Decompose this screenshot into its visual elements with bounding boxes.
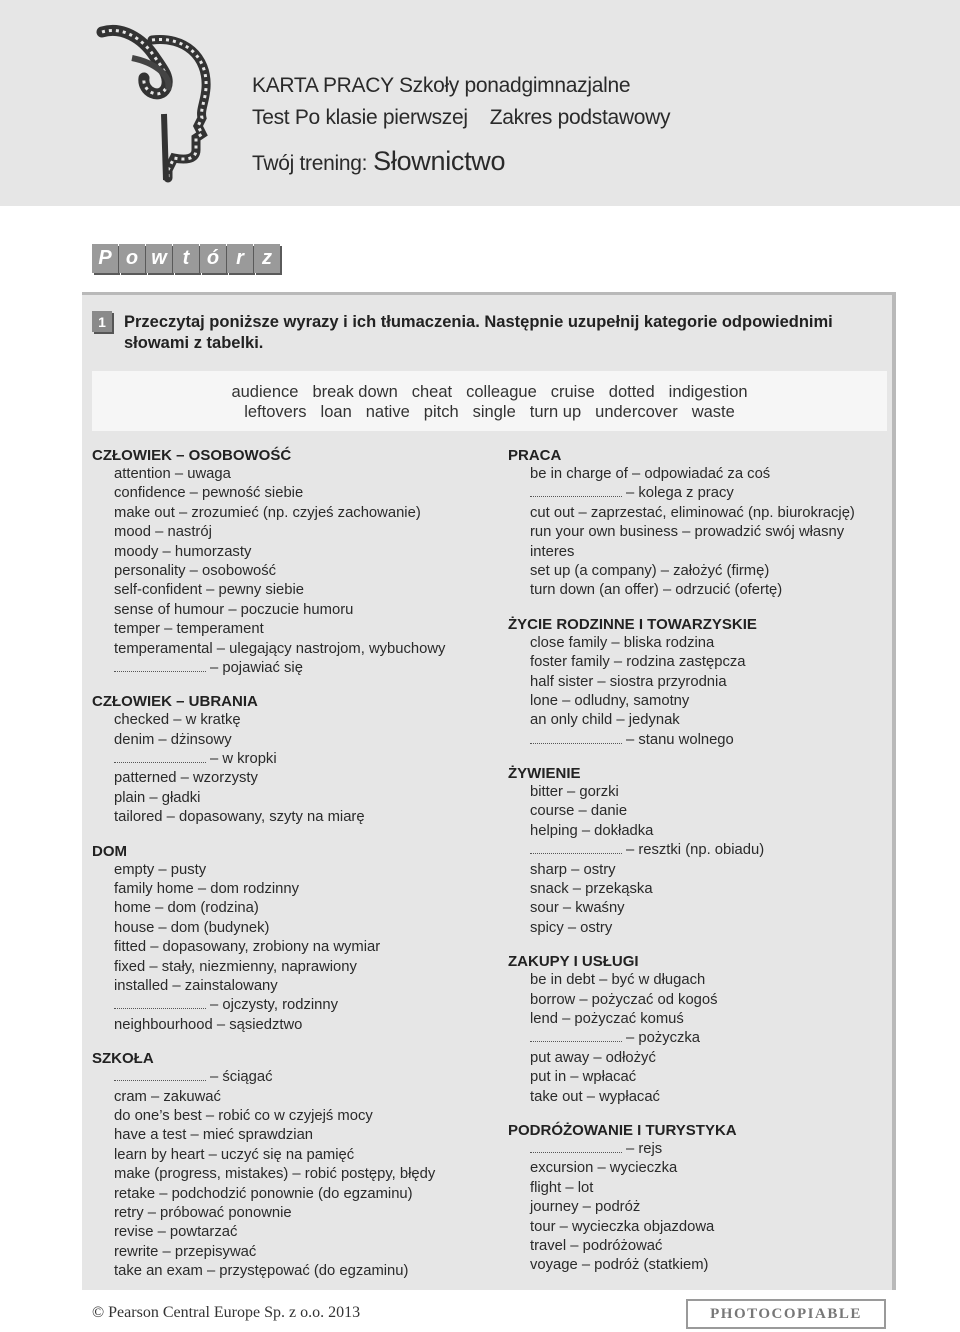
training-title [252,146,505,177]
entry-text: checked – w kratkę [114,712,241,729]
entry-text: – rejs [626,1140,663,1157]
entry-text: be in charge of – odpowiadać za coś [530,466,771,482]
vocabulary-entry [508,731,888,750]
vocabulary-entry [508,1198,888,1217]
vocabulary-entry [92,562,492,581]
entry-text: plain – gładki [114,789,201,806]
vocabulary-entry [92,484,492,503]
test-label: Test Po klasie pierwszej [252,106,468,129]
word-bank-item: undercover [595,403,678,421]
word-bank-row [92,383,887,402]
page-header [0,0,960,206]
vocabulary-category [92,446,492,678]
entry-text: have a test – mieć sprawdzian [114,1127,314,1144]
answer-blank[interactable] [530,1141,622,1153]
vocabulary-entry [508,692,888,711]
category-title: SZKOŁA [92,1050,154,1068]
entry-text: – kolega z pracy [626,485,734,502]
entry-text: empty – pusty [114,861,207,878]
banner-letter: P [92,244,118,273]
training-label: Twój trening: [252,152,368,175]
vocabulary-entry [508,711,888,730]
word-bank-item: single [472,403,516,421]
entry-text: – w kropki [210,751,277,768]
entry-text: fixed – stały, niezmienny, naprawiony [114,958,357,975]
vocabulary-category [92,692,492,827]
entry-text: – stanu wolnego [626,731,734,748]
vocabulary-category [508,615,888,750]
exercise-number: 1 [92,311,112,332]
vocabulary-entry [508,581,888,600]
entry-text: confidence – pewność siebie [114,485,304,502]
entry-text: interes [530,543,575,560]
vocabulary-category [508,952,888,1107]
vocabulary-entry [508,1010,888,1029]
entry-text: sense of humour – poczucie humoru [114,601,354,618]
entry-text: installed – zainstalowany [114,977,278,994]
entry-text: lend – pożyczać komuś [530,1010,684,1027]
entry-text: denim – dżinsowy [114,731,232,748]
entry-text: learn by heart – uczyć się na pamięć [114,1146,355,1163]
vocabulary-entry [92,504,492,523]
vocabulary-entry [92,1146,492,1165]
entry-text: take out – wypłacać [530,1088,660,1105]
entry-text: an only child – jedynak [530,712,680,729]
vocabulary-entry [92,789,492,808]
entry-text: half sister – siostra przyrodnia [530,673,727,690]
vocabulary-entry [508,562,888,581]
entry-text: sour – kwaśny [530,900,625,917]
banner-letter: r [227,244,253,273]
vocabulary-entry [92,1068,492,1087]
banner-letter: ó [200,244,226,273]
entry-text: voyage – podróż (statkiem) [530,1257,709,1274]
category-title: PODRÓŻOWANIE I TURYSTYKA [508,1121,737,1139]
vocabulary-entry [508,783,888,802]
answer-blank[interactable] [114,1069,206,1081]
vocabulary-entry [508,971,888,990]
entry-text: snack – przekąska [530,881,653,898]
word-bank-item: indigestion [668,383,748,401]
vocabulary-category [508,446,888,601]
training-topic: Słownictwo [373,146,506,176]
vocabulary-entry [92,1223,492,1242]
entry-text: foster family – rodzina zastępcza [530,654,746,671]
vocabulary-entry [508,673,888,692]
vocabulary-entry [508,1140,888,1159]
word-bank-item: colleague [466,383,537,401]
word-bank-item: break down [312,383,398,401]
entry-text: – ściągać [210,1069,273,1086]
section-banner-powtorz [92,244,281,273]
entry-text: – ojczysty, rodzinny [210,997,339,1014]
word-bank-item: cruise [550,383,595,401]
category-title: PRACA [508,447,562,464]
vocabulary-entry [508,1237,888,1256]
banner-letter: w [146,244,172,273]
vocabulary-entry [508,465,888,484]
entry-text: lone – odludny, samotny [530,692,690,709]
vocabulary-entry [92,1204,492,1223]
entry-text: personality – osobowość [114,562,277,579]
entry-text: put away – odłożyć [530,1049,656,1066]
entry-text: – pożyczka [626,1030,701,1047]
answer-blank[interactable] [114,751,206,763]
vocabulary-entry [508,543,888,562]
entry-text: retake – podchodzić ponownie (do egzaminu) [114,1185,413,1202]
vocabulary-entry [92,581,492,600]
vocabulary-entry [508,1029,888,1048]
entry-text: travel – podróżować [530,1237,663,1254]
vocabulary-entry [92,977,492,996]
vocabulary-entry [508,802,888,821]
entry-text: put in – wpłacać [530,1069,637,1086]
word-bank-row [92,403,887,422]
worksheet-title: KARTA PRACY Szkoły ponadgimnazjalne [252,74,631,97]
entry-text: excursion – wycieczka [530,1160,678,1177]
entry-text: retry – próbować ponownie [114,1204,292,1221]
answer-blank[interactable] [530,842,622,854]
vocabulary-entry [92,808,492,827]
vocabulary-entry [92,750,492,769]
vocabulary-entry [508,484,888,503]
entry-text: – resztki (np. obiadu) [626,842,765,859]
entry-text: patterned – wzorzysty [114,770,258,787]
entry-text: do one’s best – robić co w czyjejś mocy [114,1107,373,1124]
word-bank-item: waste [691,403,735,421]
category-title: CZŁOWIEK – OSOBOWOŚĆ [92,447,292,464]
entry-text: bitter – gorzki [530,784,619,801]
vocabulary-category [508,764,888,938]
vocabulary-entry [508,899,888,918]
vocabulary-entry [92,919,492,938]
vocabulary-entry [508,841,888,860]
vocabulary-entry [92,640,492,659]
vocabulary-entry [508,861,888,880]
entry-text: helping – dokładka [530,822,654,839]
vocabulary-entry [508,1159,888,1178]
vocabulary-entry [92,1088,492,1107]
vocabulary-entry [508,634,888,653]
vocabulary-entry [92,465,492,484]
category-title: ŻYCIE RODZINNE I TOWARZYSKIE [508,615,757,633]
vocabulary-entry [508,1068,888,1087]
vocabulary-category [92,842,492,1036]
vocabulary-entry [92,601,492,620]
vocabulary-entry [92,996,492,1015]
vocabulary-entry [508,504,888,523]
entry-text: cram – zakuwać [114,1088,221,1105]
vocabulary-entry [92,880,492,899]
scope-label: Zakres podstawowy [489,106,671,129]
entry-text: journey – podróż [530,1199,641,1216]
word-bank-item: dotted [608,383,655,401]
vocabulary-entry [92,659,492,678]
left-vocabulary-column [92,446,492,1295]
vocabulary-entry [92,769,492,788]
vocabulary-entry [92,899,492,918]
word-bank-item: pitch [423,403,459,421]
vocabulary-entry [508,919,888,938]
entry-text: home – dom (rodzina) [114,900,259,917]
entry-text: fitted – dopasowany, zrobiony na wymiar [114,939,381,956]
right-vocabulary-column [508,446,888,1290]
entry-text: turn down (an offer) – odrzucić (ofertę) [530,582,783,599]
entry-text: moody – humorzasty [114,543,252,560]
entry-text: temper – temperament [114,621,264,638]
word-bank [92,371,887,431]
banner-letter: t [173,244,199,273]
copyright-notice: © Pearson Central Europe Sp. z o.o. 2013 [92,1304,361,1321]
entry-text: spicy – ostry [530,919,613,936]
vocabulary-entry [92,1185,492,1204]
entry-text: run your own business – prowadzić swój własny [530,524,845,541]
entry-text: attention – uwaga [114,466,231,482]
vocabulary-entry [508,822,888,841]
answer-blank[interactable] [114,660,206,672]
entry-text: rewrite – przepisywać [114,1243,257,1260]
word-bank-item: cheat [411,383,453,401]
vocabulary-entry [508,1179,888,1198]
vocabulary-entry [92,1262,492,1281]
vocabulary-entry [508,991,888,1010]
category-title: CZŁOWIEK – UBRANIA [92,693,258,711]
worksheet-subtitle [252,106,670,130]
answer-blank[interactable] [530,485,622,497]
category-title: ZAKUPY I USŁUGI [508,953,639,971]
vocabulary-entry [92,938,492,957]
word-bank-item: loan [320,403,352,421]
entry-text: be in debt – być w długach [530,972,706,989]
entry-text: close family – bliska rodzina [530,634,715,651]
entry-text: temperamental – ulegający nastrojom, wybuchowy [114,640,446,657]
vocabulary-entry [508,1049,888,1068]
vocabulary-entry [508,1088,888,1107]
vocabulary-entry [92,543,492,562]
entry-text: sharp – ostry [530,861,616,878]
banner-letter: o [119,244,145,273]
entry-text: house – dom (budynek) [114,919,270,936]
vocabulary-entry [92,1107,492,1126]
entry-text: make out – zrozumieć (np. czyjeś zachowanie) [114,504,421,521]
vocabulary-entry [92,731,492,750]
vocabulary-entry [92,1165,492,1184]
exercise-instruction: Przeczytaj poniższe wyrazy i ich tłumaczenia. Następnie uzupełnij kategorie odpowiednimi słowami z tabelki. [124,313,833,352]
answer-blank[interactable] [114,997,206,1009]
vocabulary-entry [92,861,492,880]
entry-text: tailored – dopasowany, szyty na miarę [114,809,365,826]
entry-text: set up (a company) – założyć (firmę) [530,562,770,579]
answer-blank[interactable] [530,732,622,744]
entry-text: cut out – zaprzestać, eliminować (np. biurokrację) [530,504,855,521]
word-bank-item: native [365,403,410,421]
word-bank-item: turn up [529,403,582,421]
vocabulary-entry [92,1243,492,1262]
vocabulary-entry [508,1218,888,1237]
vocabulary-entry [92,523,492,542]
entry-text: take an exam – przystępować (do egzaminu) [114,1263,409,1280]
entry-text: course – danie [530,803,628,820]
entry-text: revise – powtarzać [114,1224,238,1241]
category-title: DOM [92,842,127,860]
vocabulary-entry [508,880,888,899]
entry-text: tour – wycieczka objazdowa [530,1218,715,1235]
head-profile-logo-icon [92,18,222,188]
entry-text: – pojawiać się [210,659,303,676]
category-title: ŻYWIENIE [508,765,581,783]
entry-text: borrow – pożyczać od kogoś [530,991,718,1008]
word-bank-item: leftovers [244,403,307,421]
entry-text: family home – dom rodzinny [114,881,300,898]
vocabulary-entry [92,711,492,730]
vocabulary-entry [92,958,492,977]
entry-text: self-confident – pewny siebie [114,582,305,599]
vocabulary-entry [508,1256,888,1275]
entry-text: mood – nastrój [114,524,212,541]
entry-text: make (progress, mistakes) – robić postępy, błędy [114,1166,436,1183]
vocabulary-entry [508,653,888,672]
entry-text: flight – lot [530,1179,594,1196]
vocabulary-entry [92,1016,492,1035]
vocabulary-category [92,1049,492,1281]
vocabulary-category [508,1121,888,1276]
word-bank-item: audience [231,383,299,401]
answer-blank[interactable] [530,1030,622,1042]
banner-letter: z [254,244,280,273]
photocopiable-badge: PHOTOCOPIABLE [686,1299,886,1329]
vocabulary-entry [92,620,492,639]
entry-text: neighbourhood – sąsiedztwo [114,1016,303,1033]
vocabulary-entry [92,1126,492,1145]
vocabulary-entry [508,523,888,542]
